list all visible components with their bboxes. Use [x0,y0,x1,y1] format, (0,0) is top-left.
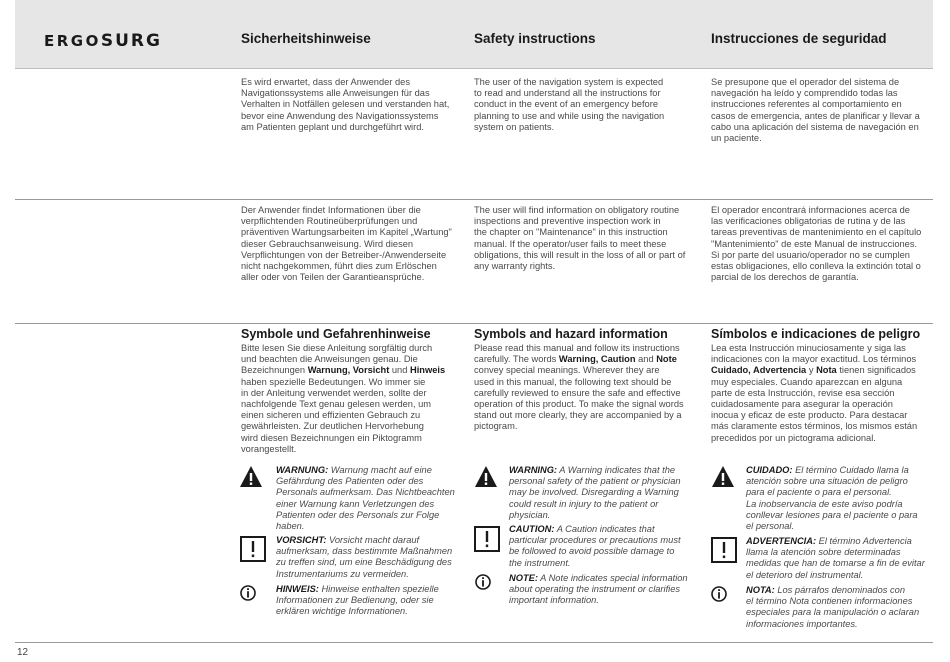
warning-label: WARNING: [509,465,558,475]
divider [15,323,933,324]
logo-surg: SURG [100,31,162,51]
block2-de: Der Anwender findet Informationen über die verpflichtenden Routineüberprüfungen und präventiven Wartungsarbeiten im Kapitel „Wartung" dieser Gebrauchsanweisung. Wird diesen Verpflichtungen von der Betreiber-/Anwenderseite nicht nachgekommen, führt dies zum Erlöschen aller oder von Teilen der Garantieansprüche. [241,205,452,283]
logo-ergo: ERGO [44,32,101,50]
caution-note-de [276,535,476,580]
warning-triangle-icon [711,465,735,489]
intro-keyword: Note [656,354,677,365]
ergosurg-logo [44,31,162,51]
note-label: NOTA: [746,585,775,595]
note-de [276,584,476,618]
intro-text: y [806,365,817,376]
caution-note-en [509,524,705,569]
note-text: Hinweise enthalten spezielle Informationen zur Bedienung, oder sie erklären wichtige Informationen. [276,584,439,617]
note-label: NOTE: [509,573,538,583]
divider [15,199,933,200]
warning-label: CUIDADO: [746,465,793,475]
warning-note-es [746,465,938,532]
note-text: Los párrafos denominados con el término Nota contienen informaciones especiales para la manipulación o aclaran informaciones importantes. [746,585,920,629]
symbols-intro-es [711,343,937,444]
intro-keyword: Hinweis [409,365,446,376]
caution-note-es [746,536,938,581]
intro-keyword: Nota [816,365,837,376]
note-es [746,585,938,630]
block2-es: El operador encontrará informaciones acerca de las verificaciones obligatorias de rutina y de las tareas preventivas de mantenimiento en el capítulo "Mantenimiento" de este Manual de instrucciones. Si por parte del usuario/operador no se cumplen estas obligaciones, ello conlleva la extinción total o parcial de los derechos de garantía. [711,205,922,283]
block1-en: The user of the navigation system is expected to read and understand all the instructions for conduct in the event of an emergency before planning to use and while using the navigation system on patients. [474,77,665,132]
caution-text: Vorsicht macht darauf aufmerksam, dass bestimmte Maßnahmen zu treffen sind, um eine Beschädigung des Instrumentariums zu vermeiden. [276,535,453,579]
intro-text: haben spezielle Bedeutungen. Wo immer sie in der Anleitung verwendet werden, sollte der nachfolgende Text genau gelesen werden, um einen sicheren und effizienten Gebrauch zu gewährleisten. Zur deutlichen Hervorhebung wird diesen Bezeichnungen ein Piktogramm vorangestellt. [241,376,432,454]
caution-text: El término Advertencia llama la atención sobre determinadas medidas que han de tomarse a fin de evitar el deterioro del instrumental. [746,536,925,580]
note-en [509,573,705,607]
warning-triangle-icon [239,465,263,489]
note-text: A Note indicates special information about operating the instrument or clarifies important information. [509,573,688,606]
intro-text: convey special meanings. Wherever they are used in this manual, the following text should be carefully reviewed to ensure the safe and effective operation of this product. To make the signal words stand out more clearly, they are accompanied by a pictogram. [474,365,684,432]
warning-triangle-icon [474,465,498,489]
block1-es: Se presupone que el operador del sistema de navegación ha leído y comprendido todas las instrucciones referentes al comportamiento en casos de emergencia, antes de planificar y llevar a cabo una aplicación del sistema de navegación en un paciente. [711,77,920,144]
intro-text: Please read this manual and follow its instructions carefully. The words [474,343,680,365]
exclamation-box-icon [240,536,266,562]
intro-keyword: Warnung, Vorsicht [307,365,390,376]
page-header [15,0,933,69]
caution-label: VORSICHT: [276,535,327,545]
exclamation-box-icon [474,526,500,552]
intro-keyword: Cuidado, Advertencia [711,365,807,376]
symbols-title-es: Símbolos e indicaciones de peligro [711,327,921,341]
page-number: 12 [17,647,29,658]
exclamation-box-icon [711,537,737,563]
warning-label: WARNUNG: [276,465,329,475]
header-de: Sicherheitshinweise [241,31,371,46]
warning-note-de [276,465,476,532]
symbols-intro-de [241,343,469,455]
footer-line [15,642,933,643]
header-en: Safety instructions [474,31,596,46]
intro-text: Lea esta Instrucción minuciosamente y siga las indicaciones con la mayor exactitud. Los términos [711,343,917,365]
warning-text: Warnung macht auf eine Gefährdung des Patienten oder des Personals aufmerksam. Das Nichtbeachten einer Warnung kann Verletzungen des Patienten oder des Personals zur Folge haben. [276,465,455,532]
info-circle-icon [475,574,491,590]
block1-de: Es wird erwartet, dass der Anwender des Navigationssystems alle Anweisungen für das Verhalten in Notfällen gelesen und verstanden hat, bevor eine Anwendung des Navigationssystems am Patienten geplant und durchgeführt wird. [241,77,450,132]
info-circle-icon [240,585,256,601]
intro-text: Bitte lesen Sie diese Anleitung sorgfältig durch und beachten die Anweisungen genau. Die Bezeichnungen [241,343,433,376]
symbols-title-en: Symbols and hazard information [474,327,668,341]
caution-label: ADVERTENCIA: [746,536,817,546]
symbols-intro-en [474,343,704,433]
note-label: HINWEIS: [276,584,319,594]
block2-en: The user will find information on obligatory routine inspections and preventive inspection work in the chapter on "Maintenance" in this instruction manual. If the operator/user fails to meet these obligations, this will result in the loss of all or part of any warranty rights. [474,205,686,272]
intro-text: und [389,365,410,376]
intro-text: and [635,354,657,365]
warning-text: El término Cuidado llama la atención sobre una situación de peligro para el paciente o para el personal. La inobservancia de este aviso podría conllevar lesiones para el paciente o para el personal. [746,465,918,532]
caution-text: A Caution indicates that particular procedures or precautions must be followed to avoid possible damage to the instrument. [509,524,681,568]
info-circle-icon [711,586,727,602]
symbols-title-de: Symbole und Gefahrenhinweise [241,327,431,341]
header-es: Instrucciones de seguridad [711,31,887,46]
intro-keyword: Warning, Caution [558,354,636,365]
caution-label: CAUTION: [509,524,555,534]
intro-text: tienen significados muy especiales. Cuando aparezcan en alguna parte de esta Instrucción, revise esa sección cuidadosamente para asegurar la operación inocua y eficaz de este producto. Para destacar más claramente estos términos, los mismos están precedidos por un pictograma adicional. [711,365,918,443]
warning-text: A Warning indicates that the personal safety of the patient or physician may be involved. Disregarding a Warning could result in injury to the patient or physician. [509,465,681,520]
warning-note-en [509,465,705,521]
